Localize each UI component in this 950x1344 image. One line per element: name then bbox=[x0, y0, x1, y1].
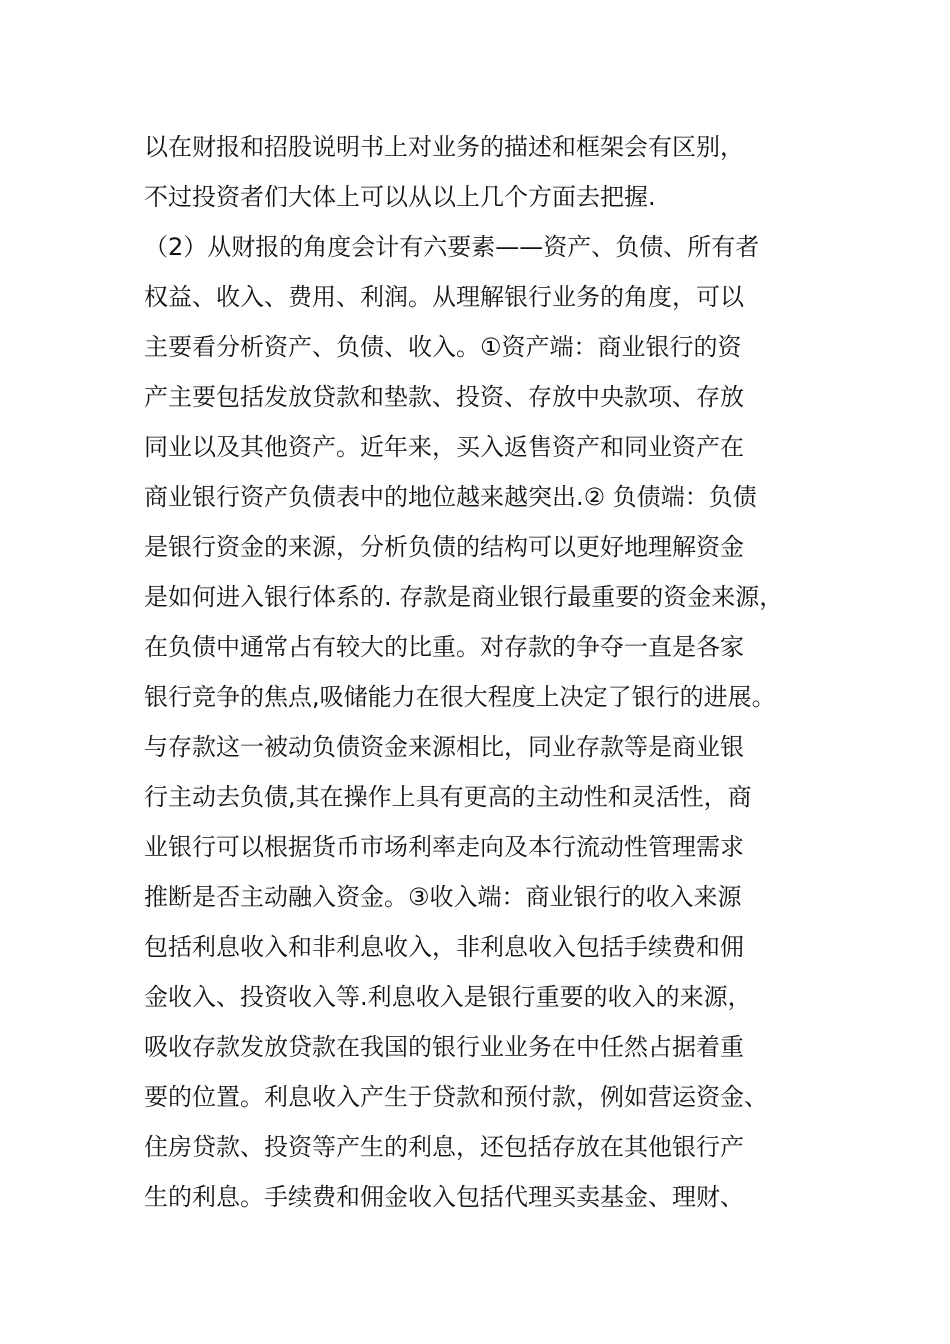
text-line: 行主动去负债,其在操作上具有更高的主动性和灵活性，商 bbox=[144, 783, 752, 811]
text-line: 吸收存款发放贷款在我国的银行业业务在中任然占据着重 bbox=[144, 1033, 744, 1061]
text-line: 是银行资金的来源，分析负债的结构可以更好地理解资金 bbox=[144, 533, 744, 561]
text-line: 推断是否主动融入资金。③收入端：商业银行的收入来源 bbox=[144, 883, 742, 911]
text-line: 主要看分析资产、负债、收入。①资产端：商业银行的资 bbox=[144, 333, 742, 361]
text-line: 住房贷款、投资等产生的利息，还包括存放在其他银行产 bbox=[144, 1133, 744, 1161]
text-line: 生的利息。手续费和佣金收入包括代理买卖基金、理财、 bbox=[144, 1183, 744, 1211]
text-line: 不过投资者们大体上可以从以上几个方面去把握. bbox=[144, 183, 656, 211]
text-line: 商业银行资产负债表中的地位越来越突出.② 负债端：负债 bbox=[144, 483, 757, 511]
text-line: 包括利息收入和非利息收入，非利息收入包括手续费和佣 bbox=[144, 933, 744, 961]
text-line: 在负债中通常占有较大的比重。对存款的争夺一直是各家 bbox=[144, 633, 744, 661]
text-line: 银行竞争的焦点,吸储能力在很大程度上决定了银行的进展。 bbox=[144, 683, 776, 711]
body-text bbox=[144, 128, 824, 1228]
text-line: 业银行可以根据货币市场利率走向及本行流动性管理需求 bbox=[144, 833, 744, 861]
text-line: 以在财报和招股说明书上对业务的描述和框架会有区别， bbox=[144, 133, 744, 161]
text-line: 是如何进入银行体系的. 存款是商业银行最重要的资金来源， bbox=[144, 583, 784, 611]
text-line: 同业以及其他资产。近年来，买入返售资产和同业资产在 bbox=[144, 433, 744, 461]
text-line: （2）从财报的角度会计有六要素——资产、负债、所有者 bbox=[144, 233, 760, 261]
text-line: 权益、收入、费用、利润。从理解银行业务的角度，可以 bbox=[144, 283, 744, 311]
text-line: 与存款这一被动负债资金来源相比，同业存款等是商业银 bbox=[144, 733, 744, 761]
text-line: 产主要包括发放贷款和垫款、投资、存放中央款项、存放 bbox=[144, 383, 744, 411]
text-line: 金收入、投资收入等.利息收入是银行重要的收入的来源， bbox=[144, 983, 752, 1011]
text-line: 要的位置。利息收入产生于贷款和预付款，例如营运资金、 bbox=[144, 1083, 768, 1111]
